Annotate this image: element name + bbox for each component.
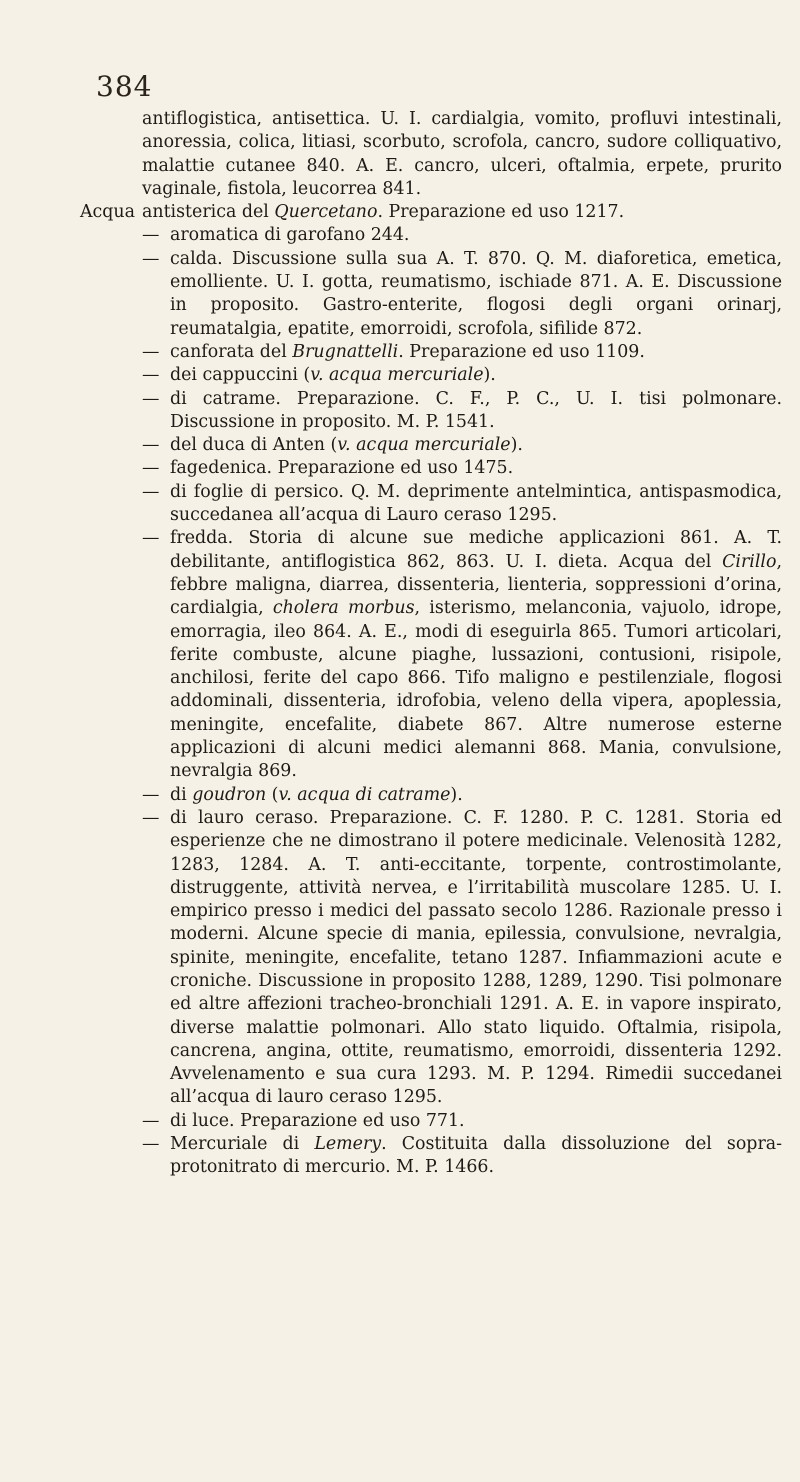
entry-dash: — <box>142 807 160 828</box>
entry-dash: — <box>142 435 160 456</box>
entry-text: ). <box>450 784 463 805</box>
entry-italic-text: v. acqua di catrame <box>278 784 451 805</box>
index-entry <box>142 481 782 528</box>
index-entry <box>142 434 782 457</box>
entry-italic-text: Quercetano <box>274 202 378 223</box>
entry-dash: — <box>142 341 160 362</box>
entry-text: antiflogistica, antisettica. U. I. cardialgia, vomito, profluvi intestinali, anoressia, colica, litiasi, scorbuto, scrofola, cancro, sudore colliquativo, malattie cutanee 840. A. E. cancro, ulceri, oftalmia, erpete, prurito vaginale, fistola, leucorrea 841. <box>142 109 782 199</box>
entry-headword: Acqua <box>80 202 135 223</box>
entry-text: ). <box>510 435 523 456</box>
entry-dash: — <box>142 248 160 269</box>
index-entry <box>142 108 782 201</box>
index-entry <box>142 364 782 387</box>
entry-text: del duca di Anten ( <box>170 435 338 456</box>
index-entry <box>142 784 782 807</box>
entry-text: fredda. Storia di alcune sue mediche applicazioni 861. A. T. debilitante, antiflogistica 862, 863. U. I. dieta. Acqua del <box>170 528 782 572</box>
entry-text: , febbre maligna, diarrea, dissenteria, lienteria, soppressioni d’orina, cardialgia, <box>170 551 782 619</box>
entry-dash: — <box>142 528 160 549</box>
entry-dash: — <box>142 225 160 246</box>
entry-text: canforata del <box>170 341 293 362</box>
page-number: 384 <box>96 70 153 103</box>
index-entry <box>142 341 782 364</box>
index-entry <box>142 807 782 1110</box>
entry-italic-text: Cirillo <box>722 551 777 572</box>
index-entry <box>142 457 782 480</box>
index-entry <box>142 248 782 341</box>
entry-text: antisterica del <box>142 202 275 223</box>
entry-italic-text: Brugnattelli <box>292 341 399 362</box>
index-entry <box>142 1133 782 1180</box>
entry-text: . Preparazione ed uso 1217. <box>377 202 625 223</box>
entry-text: Mercuriale di <box>170 1134 315 1155</box>
entry-text: ( <box>266 784 279 805</box>
entry-dash: — <box>142 1134 160 1155</box>
entry-text: di <box>170 784 193 805</box>
entry-text: di foglie di persico. Q. M. deprimente antelmintica, antispasmodica, succedanea all’acqua di Lauro ceraso 1295. <box>170 481 782 526</box>
entry-dash: — <box>142 481 160 502</box>
entry-text: di lauro ceraso. Preparazione. C. F. 1280. P. C. 1281. Storia ed esperienze che ne dimostrano il potere medicinale. Velenosità 1282, 1283, 1284. A. T. anti-eccitante, torpente, controstimolante, distruggente, attività nervea, e l’irritabilità muscolare 1285. U. I. empirico presso i medici del passato secolo 1286. Razionale presso i moderni. Alcune specie di mania, epilessia, convulsione, nevralgia, spinite, meningite, encefalite, tetano 1287. Infiammazioni acute e croniche. Discussione in proposito 1288, 1289, 1290. Tisi polmonare ed altre affezioni tracheo-bronchiali 1291. A. E. in vapore inspirato, diverse malattie polmonari. Allo stato liquido. Oftalmia, risipola, cancrena, angina, ottite, reumatismo, emorroidi, dissenteria 1292. Avvelenamento e sua cura 1293. M. P. 1294. Rimedii succedanei all’acqua di lauro ceraso 1295. <box>170 807 782 1108</box>
entry-text: di luce. Preparazione ed uso 771. <box>170 1110 465 1131</box>
entry-dash: — <box>142 1110 160 1131</box>
entry-text: fagedenica. Preparazione ed uso 1475. <box>170 458 514 479</box>
entry-dash: — <box>142 365 160 386</box>
entry-italic-text: Lemery <box>314 1134 382 1155</box>
entry-italic-text: goudron <box>192 784 267 805</box>
entry-text: di catrame. Preparazione. C. F., P. C., U. I. tisi polmonare. Discussione in proposito. M. P. 1541. <box>170 388 782 432</box>
index-entry <box>80 201 782 224</box>
entry-text: , isterismo, melanconia, vajuolo, idrope, emorragia, ileo 864. A. E., modi di eseguirla 865. Tumori articolari, ferite combuste, alcune piaghe, lussazioni, contusioni, risipole, anchilosi, ferite del capo 866. Tifo maligno e pestilenziale, flogosi addominali, dissenteria, idrofobia, veleno della vipera, apoplessia, meningite, encefalite, diabete 867. Altre numerose esterne applicazioni di alcuni medici alemanni 868. Mania, convulsione, nevralgia 869. <box>170 598 782 782</box>
entry-dash: — <box>142 388 160 409</box>
entry-text: calda. Discussione sulla sua A. T. 870. Q. M. diaforetica, emetica, emolliente. U. I. gotta, reumatismo, ischiade 871. A. E. Discussione in proposito. Gastro-enterite, flogosi degli organi orinarj, reumatalgia, epatite, emorroidi, scrofola, sifilide 872. <box>170 248 782 339</box>
entry-dash: — <box>142 784 160 805</box>
index-column <box>80 108 782 1180</box>
entry-italic-text: cholera morbus <box>272 598 415 619</box>
entry-text: aromatica di garofano 244. <box>170 225 410 246</box>
entry-text: . Costituita dalla dissoluzione del sopra-protonitrato di mercurio. M. P. 1466. <box>170 1134 782 1178</box>
index-entry <box>142 224 782 247</box>
entry-text: . Preparazione ed uso 1109. <box>398 341 645 362</box>
entry-italic-text: v. acqua mercuriale <box>310 365 484 386</box>
entry-dash: — <box>142 458 160 479</box>
entry-text: dei cappuccini ( <box>170 365 311 386</box>
index-entry <box>142 1110 782 1133</box>
entry-text: ). <box>483 365 496 386</box>
entry-italic-text: v. acqua mercuriale <box>337 435 511 456</box>
index-entry <box>142 388 782 435</box>
index-entry <box>142 527 782 783</box>
